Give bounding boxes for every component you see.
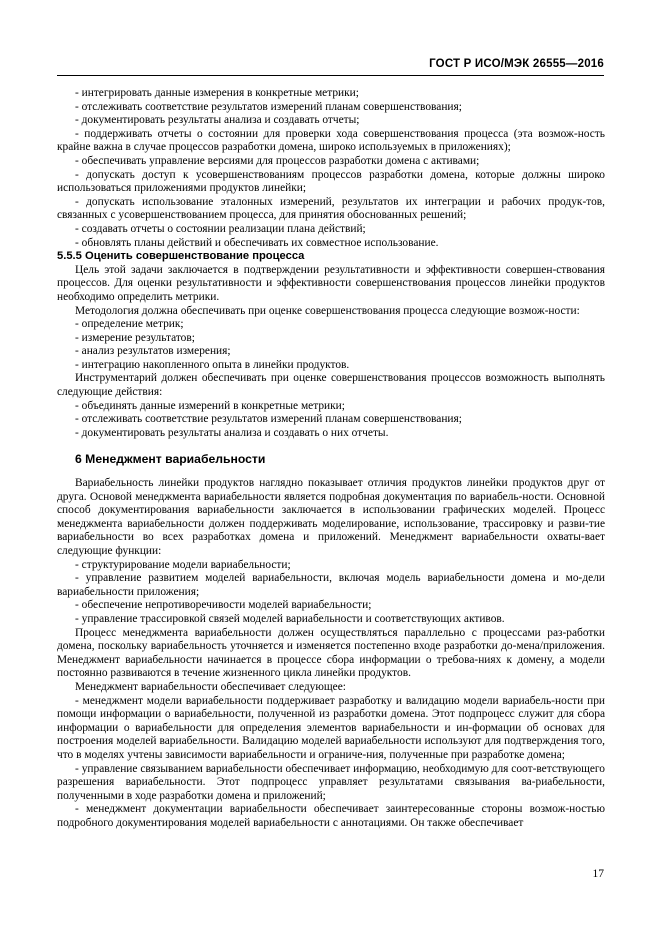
list-item: - документировать результаты анализа и создавать о них отчеты.: [75, 426, 389, 439]
list-item: - отслеживать соответствие результатов измерений планам совершенствования;: [75, 413, 462, 426]
list-item: - допускать доступ к усовершенствованиям процессов разработки домена, которые должны широко использоваться приложениями продуктов линейки;: [57, 168, 605, 195]
header-rule: [57, 75, 604, 76]
page-header: ГОСТ Р ИСО/МЭК 26555—2016: [429, 58, 604, 70]
list-item: - управление трассировкой связей моделей вариабельности и соответствующих активов.: [75, 612, 505, 625]
section-title-6: 6 Менеджмент вариабельности: [75, 452, 266, 467]
list-item: - определение метрик;: [75, 318, 184, 331]
list-item: - объединять данные измерений в конкретные метрики;: [75, 399, 345, 412]
list-item: - допускать использование эталонных измерений, результатов их интеграции и рабочих продук-тов, связанных с усовершенствованием процесса, для принятия обоснованных решений;: [57, 195, 605, 222]
list-item: - анализ результатов измерения;: [75, 345, 231, 358]
paragraph: Инструментарий должен обеспечивать при оценке совершенствования процессов возможность выполнять следующие действия:: [57, 372, 605, 399]
list-item: - создавать отчеты о состоянии реализации плана действий;: [75, 222, 366, 235]
paragraph: Менеджмент вариабельности обеспечивает следующее:: [75, 680, 346, 693]
paragraph: Методология должна обеспечивать при оценке совершенствования процесса следующие возмож-ности:: [75, 304, 580, 317]
list-item: - обеспечение непротиворечивости моделей вариабельности;: [75, 599, 372, 612]
paragraph: Вариабельность линейки продуктов наглядно показывает отличия продуктов линейки продуктов друг от друга. Основой менеджмента вариабельности является подробная документация по вариабель-ности. Основной способ документирования вариабельности заключается в использовании графических моделей. Процесс менеджмента вариабельности должен поддерживать моделирование, использование, трассировку и разви-тие вариабельности во всех разработках домена и приложений. Менеджмент вариабельности охваты-вает следующие функции:: [57, 477, 605, 557]
paragraph: Процесс менеджмента вариабельности должен осуществляться параллельно с процессами раз-работки домена, поскольку вариабельность уточняется и изменяется постепенно входе разработки до-мена/приложения. Менеджмент вариабельности начинается в процессе сбора информации о требова-ниях к домену, а модели постоянно развиваются в течение жизненного цикла линейки продуктов.: [57, 626, 605, 680]
list-item: - интегрировать данные измерения в конкретные метрики;: [75, 87, 359, 99]
list-item: - обновлять планы действий и обеспечивать их совместное использование.: [75, 236, 439, 249]
list-item: - управление связыванием вариабельности обеспечивает информацию, необходимую для соот-ветствующего разрешения вариабельности. Этот подпроцесс управляет результатами связывания ва-риабельности, полученными в ходе разработки домена и приложений;: [57, 762, 605, 802]
list-item: - менеджмент модели вариабельности поддерживает разработку и валидацию модели вариабель-ности при помощи информации о вариабельности, полученной из разработки домена. Этот подпроцесс служит для сбора информации о вариабельности для определения элементов вариабельности и ин-формации об основах для построения моделей вариабельности. Валидацию моделей вариабельности используют для подтверждения того, что в моделях учтены зависимости вариабельности и ограниче-ния, полученные при разработке домена;: [57, 694, 605, 761]
list-item: - поддерживать отчеты о состоянии для проверки хода совершенствования процесса (эта возмож-ность крайне важна в случае процессов разработки домена, широко используемых в приложениях);: [57, 127, 605, 154]
list-item: - документировать результаты анализа и создавать отчеты;: [75, 114, 360, 127]
paragraph: Цель этой задачи заключается в подтверждении результативности и эффективности совершен-ствования процессов. Для оценки результативности и эффективности совершенствования процессов линейки продуктов необходимо определить метрики.: [57, 263, 605, 303]
list-item: - обеспечивать управление версиями для процессов разработки домена с активами;: [75, 154, 480, 167]
list-item: - управление развитием моделей вариабельности, включая модель вариабельности домена и мо-дели вариабельности приложения;: [57, 572, 605, 598]
list-item: - структурирование модели вариабельности;: [75, 558, 291, 571]
list-item: - отслеживать соответствие результатов измерений планам совершенствования;: [75, 100, 462, 113]
subsection-title-5-5-5: 5.5.5 Оценить совершенствование процесса: [57, 250, 305, 263]
list-item: - интеграцию накопленного опыта в линейки продуктов.: [75, 358, 350, 371]
list-item: - менеджмент документации вариабельности обеспечивает заинтересованные стороны возмож-ностью подробного документирования моделей вариабельности с аннотациями. Он также обеспечивает: [57, 803, 605, 829]
list-item: - измерение результатов;: [75, 331, 195, 344]
page-content: [57, 87, 605, 830]
page-number: 17: [592, 868, 604, 880]
spacer: [57, 467, 605, 477]
